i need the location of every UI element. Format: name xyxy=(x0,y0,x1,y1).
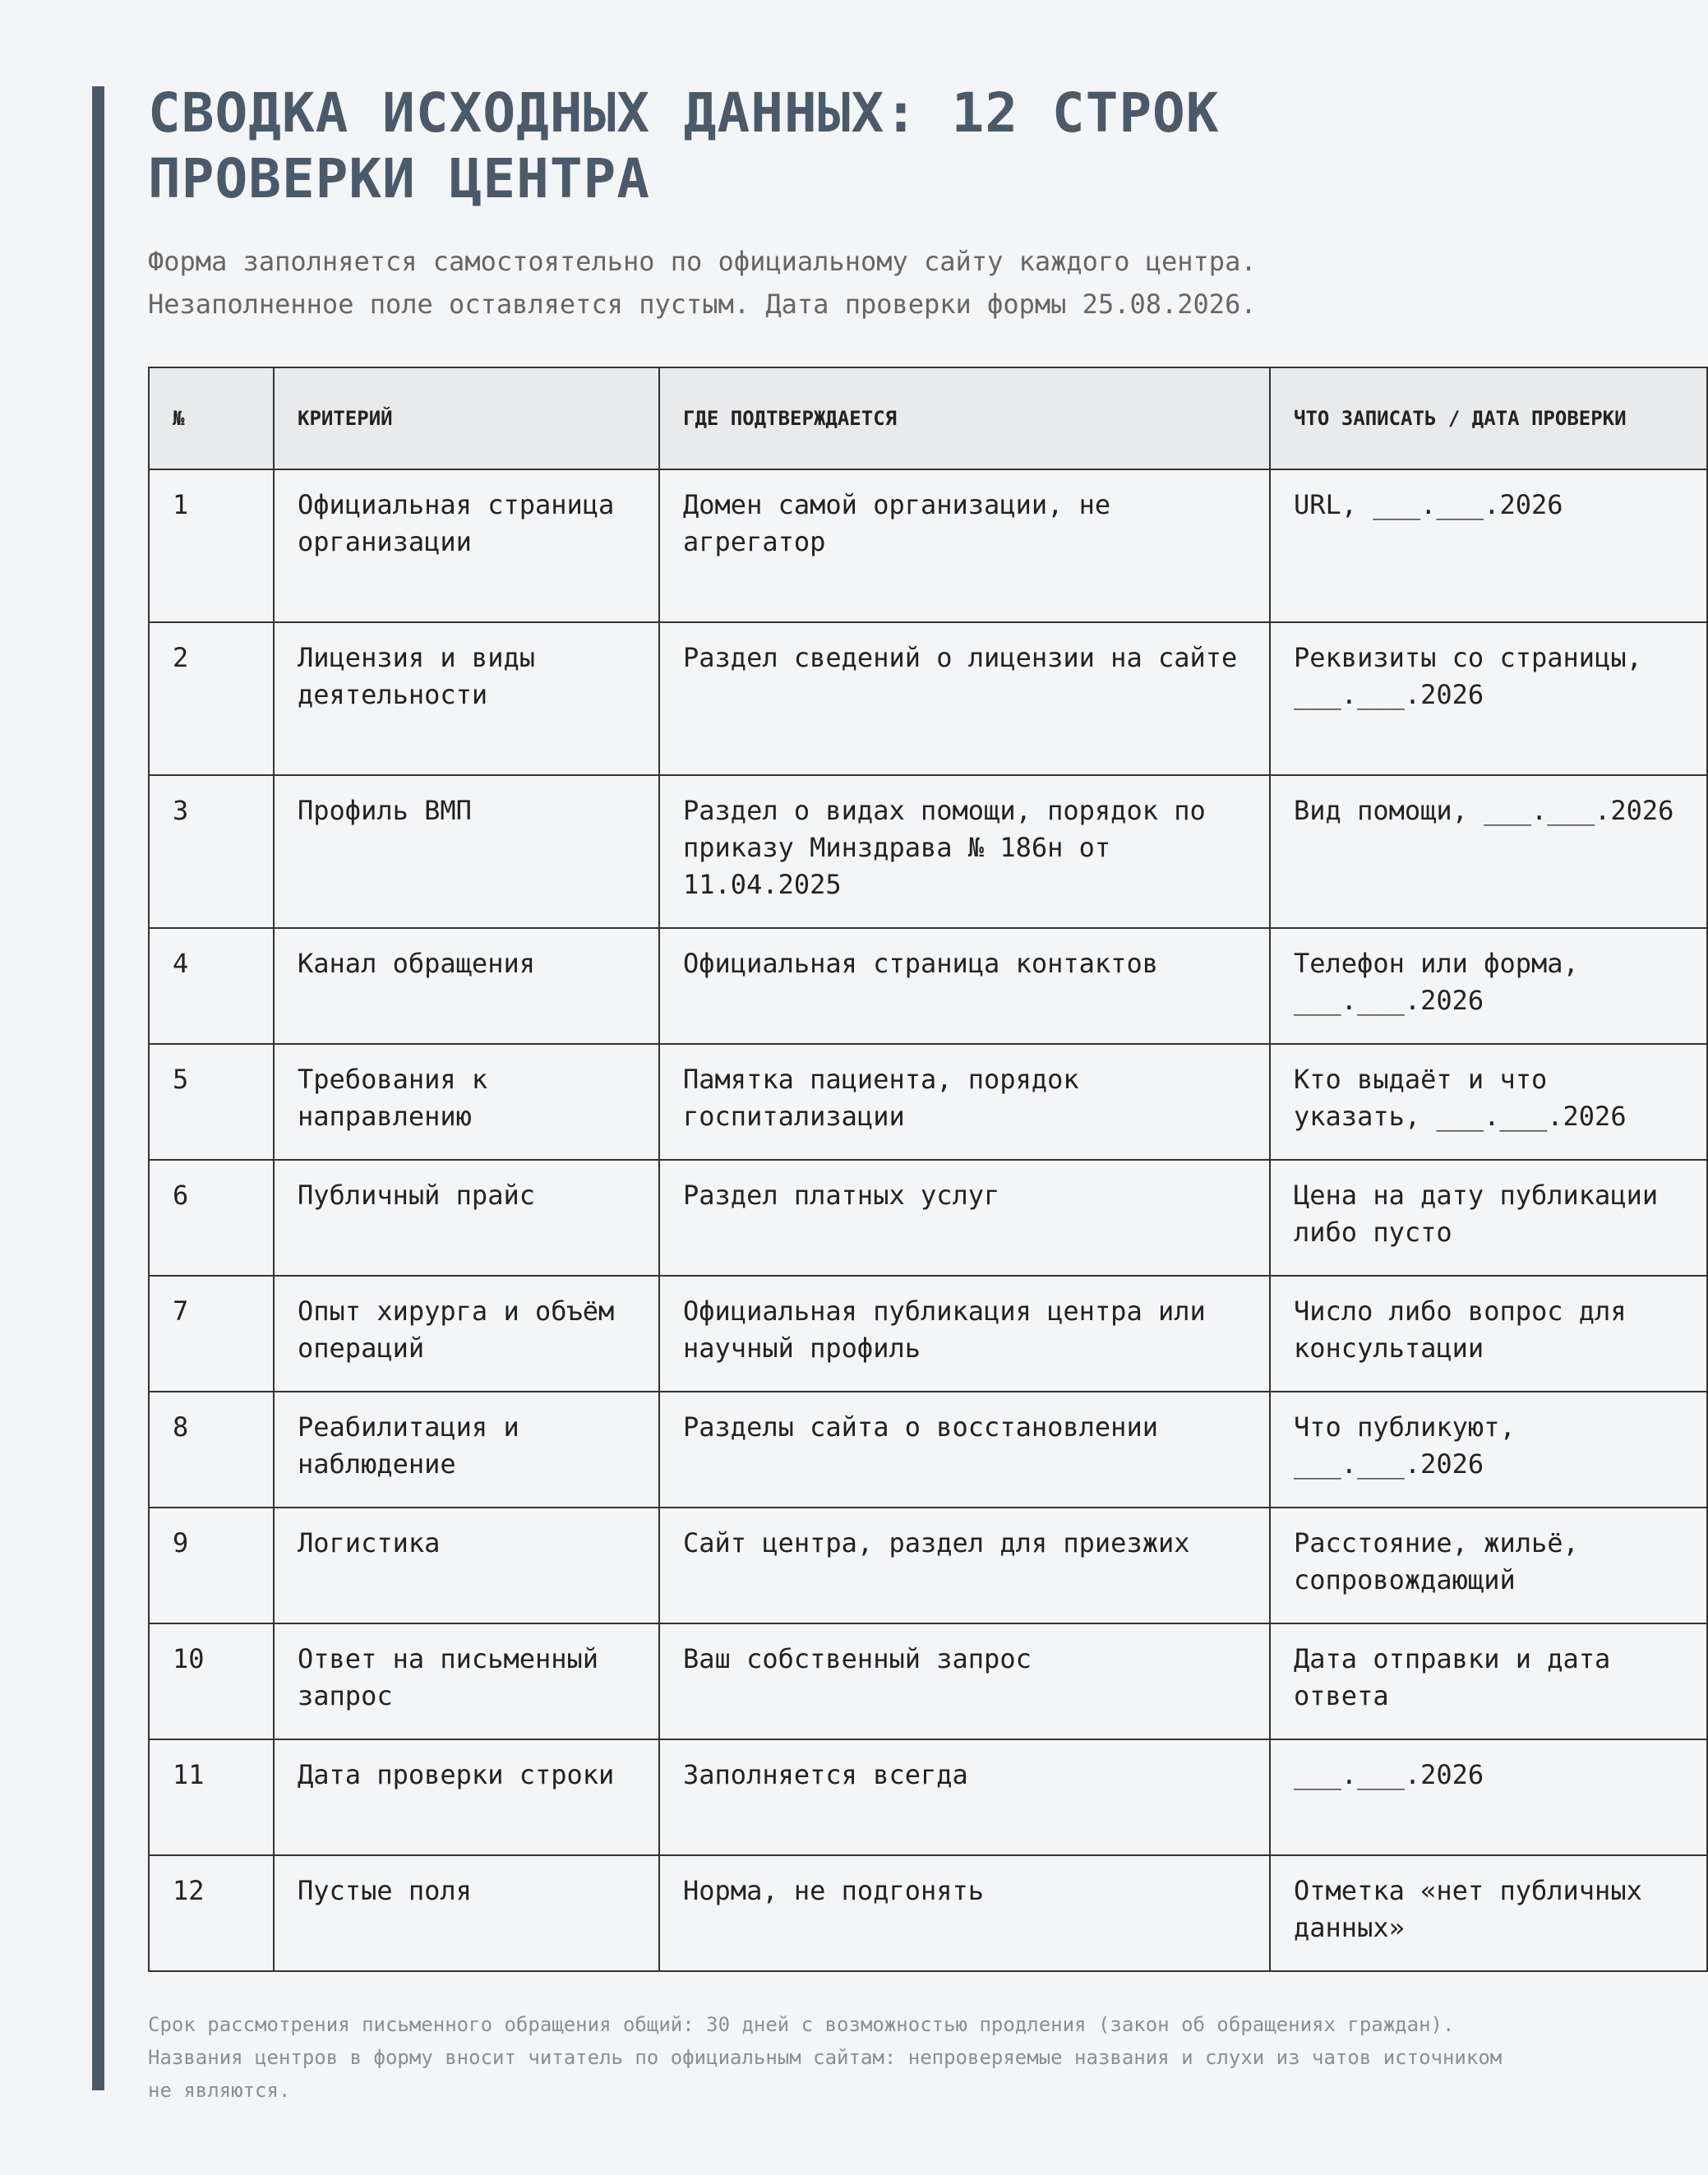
cell-number: 7 xyxy=(149,1276,274,1392)
cell-what-to-record: Вид помощи, ___.___.2026 xyxy=(1270,775,1707,928)
cell-number: 5 xyxy=(149,1044,274,1160)
table-header-row xyxy=(149,367,1707,469)
cell-criterion: Пустые поля xyxy=(274,1855,659,1971)
cell-number: 12 xyxy=(149,1855,274,1971)
cell-criterion: Реабилитация и наблюдение xyxy=(274,1392,659,1508)
cell-where-confirmed: Норма, не подгонять xyxy=(659,1855,1270,1971)
table-row xyxy=(149,1392,1707,1508)
table-row xyxy=(149,775,1707,928)
table-row xyxy=(149,1739,1707,1855)
accent-bar xyxy=(92,86,104,2090)
cell-what-to-record: Отметка «нет публичных данных» xyxy=(1270,1855,1707,1971)
cell-criterion: Логистика xyxy=(274,1508,659,1623)
cell-where-confirmed: Раздел сведений о лицензии на сайте xyxy=(659,622,1270,775)
table-row xyxy=(149,1855,1707,1971)
cell-criterion: Лицензия и виды деятельности xyxy=(274,622,659,775)
table-row xyxy=(149,1623,1707,1739)
cell-number: 11 xyxy=(149,1739,274,1855)
cell-where-confirmed: Заполняется всегда xyxy=(659,1739,1270,1855)
subtitle xyxy=(148,240,1519,326)
header-what-to-record: ЧТО ЗАПИСАТЬ / ДАТА ПРОВЕРКИ xyxy=(1270,367,1707,469)
header-number: № xyxy=(149,367,274,469)
cell-what-to-record: Число либо вопрос для консультации xyxy=(1270,1276,1707,1392)
cell-criterion: Публичный прайс xyxy=(274,1160,659,1276)
header-where-confirmed: ГДЕ ПОДТВЕРЖДАЕТСЯ xyxy=(659,367,1270,469)
cell-number: 4 xyxy=(149,928,274,1044)
table-row xyxy=(149,1276,1707,1392)
cell-criterion: Канал обращения xyxy=(274,928,659,1044)
cell-criterion: Требования к направлению xyxy=(274,1044,659,1160)
cell-where-confirmed: Разделы сайта о восстановлении xyxy=(659,1392,1270,1508)
subtitle-line: Форма заполняется самостоятельно по официальному сайту каждого центра. xyxy=(148,246,1257,277)
cell-number: 9 xyxy=(149,1508,274,1623)
table-row xyxy=(149,1160,1707,1276)
table-row xyxy=(149,1508,1707,1623)
cell-criterion: Дата проверки строки xyxy=(274,1739,659,1855)
cell-criterion: Профиль ВМП xyxy=(274,775,659,928)
cell-what-to-record: URL, ___.___.2026 xyxy=(1270,469,1707,622)
cell-what-to-record: Цена на дату публикации либо пусто xyxy=(1270,1160,1707,1276)
document-content xyxy=(148,81,1674,2107)
subtitle-line: Незаполненное поле оставляется пустым. Дата проверки формы 25.08.2026. xyxy=(148,289,1257,320)
cell-what-to-record: Дата отправки и дата ответа xyxy=(1270,1623,1707,1739)
cell-number: 2 xyxy=(149,622,274,775)
cell-number: 10 xyxy=(149,1623,274,1739)
header-criterion: КРИТЕРИЙ xyxy=(274,367,659,469)
cell-what-to-record: Кто выдаёт и что указать, ___.___.2026 xyxy=(1270,1044,1707,1160)
cell-what-to-record: Расстояние, жильё, сопровождающий xyxy=(1270,1508,1707,1623)
cell-number: 6 xyxy=(149,1160,274,1276)
cell-where-confirmed: Домен самой организации, не агрегатор xyxy=(659,469,1270,622)
cell-where-confirmed: Официальная публикация центра или научный профиль xyxy=(659,1276,1270,1392)
table-row xyxy=(149,928,1707,1044)
cell-number: 8 xyxy=(149,1392,274,1508)
cell-where-confirmed: Сайт центра, раздел для приезжих xyxy=(659,1508,1270,1623)
cell-criterion: Опыт хирурга и объём операций xyxy=(274,1276,659,1392)
page-title: СВОДКА ИСХОДНЫХ ДАННЫХ: 12 СТРОК ПРОВЕРКИ ЦЕНТРА xyxy=(148,81,1220,210)
table-row xyxy=(149,469,1707,622)
cell-where-confirmed: Раздел о видах помощи, порядок по приказу Минздрава № 186н от 11.04.2025 xyxy=(659,775,1270,928)
cell-number: 3 xyxy=(149,775,274,928)
cell-number: 1 xyxy=(149,469,274,622)
table-row xyxy=(149,622,1707,775)
cell-criterion: Официальная страница организации xyxy=(274,469,659,622)
cell-what-to-record: Телефон или форма, ___.___.2026 xyxy=(1270,928,1707,1044)
cell-where-confirmed: Официальная страница контактов xyxy=(659,928,1270,1044)
cell-what-to-record: ___.___.2026 xyxy=(1270,1739,1707,1855)
table-row xyxy=(149,1044,1707,1160)
footnote: Срок рассмотрения письменного обращения общий: 30 дней с возможностью продления (закон об обращениях граждан). Названия центров в форму вносит читатель по официальным сайтам: непроверяемые названия и слухи из чатов источником не являются. xyxy=(148,2013,1503,2102)
cell-where-confirmed: Раздел платных услуг xyxy=(659,1160,1270,1276)
cell-what-to-record: Реквизиты со страницы, ___.___.2026 xyxy=(1270,622,1707,775)
cell-where-confirmed: Памятка пациента, порядок госпитализации xyxy=(659,1044,1270,1160)
criteria-table xyxy=(148,367,1708,1972)
cell-where-confirmed: Ваш собственный запрос xyxy=(659,1623,1270,1739)
cell-what-to-record: Что публикуют, ___.___.2026 xyxy=(1270,1392,1707,1508)
cell-criterion: Ответ на письменный запрос xyxy=(274,1623,659,1739)
